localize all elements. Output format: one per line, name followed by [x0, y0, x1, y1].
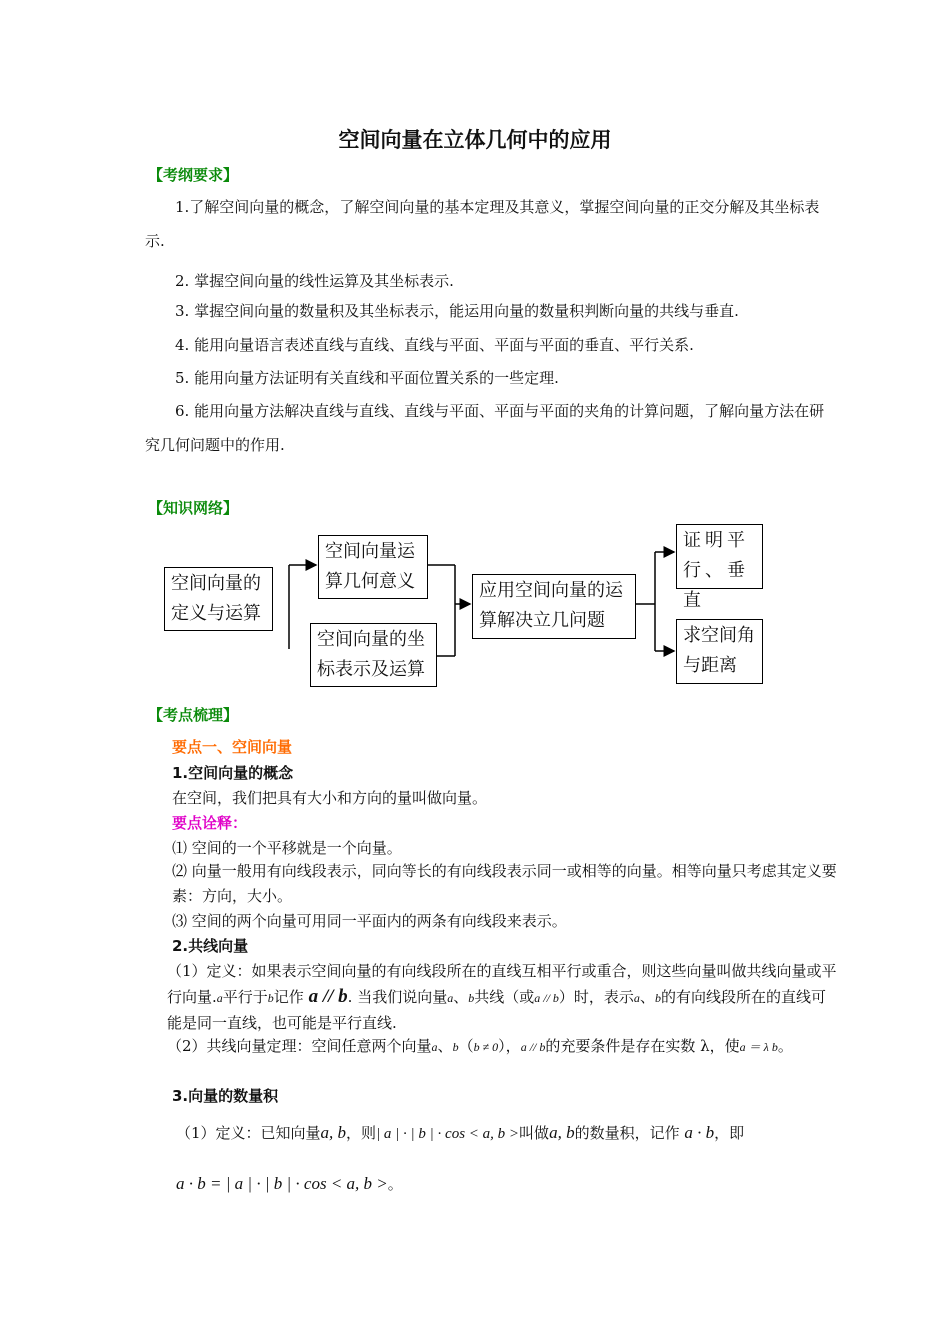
box-coordinate-representation: 空间向量的坐标表示及运算	[310, 623, 437, 687]
notes-heading: 要点诠释：	[172, 814, 248, 832]
note-2: ⑵ 向量一般用有向线段表示，同向等长的有向线段表示同一或相等的向量。相等向量只考虑其定义要素：方向，大小。	[172, 862, 837, 905]
page-title: 空间向量在立体几何中的应用	[338, 128, 612, 152]
note-1: ⑴ 空间的一个平移就是一个向量。	[172, 839, 402, 857]
requirement-item-4: 4. 能用向量语言表述直线与直线、直线与平面、平面与平面的垂直、平行关系.	[175, 336, 694, 354]
dot-product-formula: a · b = | a | · | b | · cos < a, b >。	[176, 1174, 403, 1193]
parallel-notation: a // b	[308, 986, 348, 1007]
box-apply-vectors: 应用空间向量的运算解决立几问题	[472, 574, 636, 639]
collinear-theorem: （2）共线向量定理：空间任意两个向量a、b（b ≠ 0），a // b的充要条件是存在实数 λ，使a ＝ λ b。	[167, 1037, 793, 1055]
subheading-concept: 1.空间向量的概念	[172, 764, 294, 782]
box-prove-parallel-perpendicular: 证明平行、垂直	[676, 524, 763, 589]
requirement-item-6: 6. 能用向量方法解决直线与直线、直线与平面、平面与平面的夹角的计算问题，了解向量方法在研究几何问题中的作用.	[145, 402, 825, 454]
section-heading-network: 【知识网络】	[148, 499, 239, 517]
box-geometric-meaning: 空间向量运算几何意义	[318, 535, 428, 599]
subheading-collinear: 2.共线向量	[172, 937, 249, 955]
subheading-dot-product: 3.向量的数量积	[172, 1087, 279, 1105]
requirement-item-2: 2. 掌握空间向量的线性运算及其坐标表示.	[175, 272, 454, 290]
requirement-item-1: 1.了解空间向量的概念，了解空间向量的基本定理及其意义，掌握空间向量的正交分解及其坐标表示.	[145, 198, 820, 250]
section-heading-requirements: 【考纲要求】	[148, 166, 239, 184]
note-3: ⑶ 空间的两个向量可用同一平面内的两条有向线段来表示。	[172, 912, 567, 930]
requirement-item-5: 5. 能用向量方法证明有关直线和平面位置关系的一些定理.	[175, 369, 559, 387]
collinear-definition: （1）定义：如果表示空间向量的有向线段所在的直线互相平行或重合，则这些向量叫做共线向量或平行向量.a平行于b记作 a // b. 当我们说向量a、b共线（或a // b）时，表示a、b的有向线段所在的直线可能是同一直线，也可能是平行直线.	[167, 962, 837, 1032]
concept-text: 在空间，我们把具有大小和方向的量叫做向量。	[172, 789, 488, 807]
box-angle-distance: 求空间角与距离	[676, 619, 763, 684]
section-heading-points: 【考点梳理】	[148, 706, 239, 724]
requirement-item-3: 3. 掌握空间向量的数量积及其坐标表示，能运用向量的数量积判断向量的共线与垂直.	[175, 302, 739, 320]
box-definition-operation: 空间向量的定义与运算	[164, 567, 273, 631]
point-1-heading: 要点一、空间向量	[172, 738, 293, 756]
dot-product-definition: （1）定义：已知向量a, b，则| a | · | b | · cos < a, b >叫做a, b的数量积，记作 a · b，即	[176, 1123, 745, 1142]
